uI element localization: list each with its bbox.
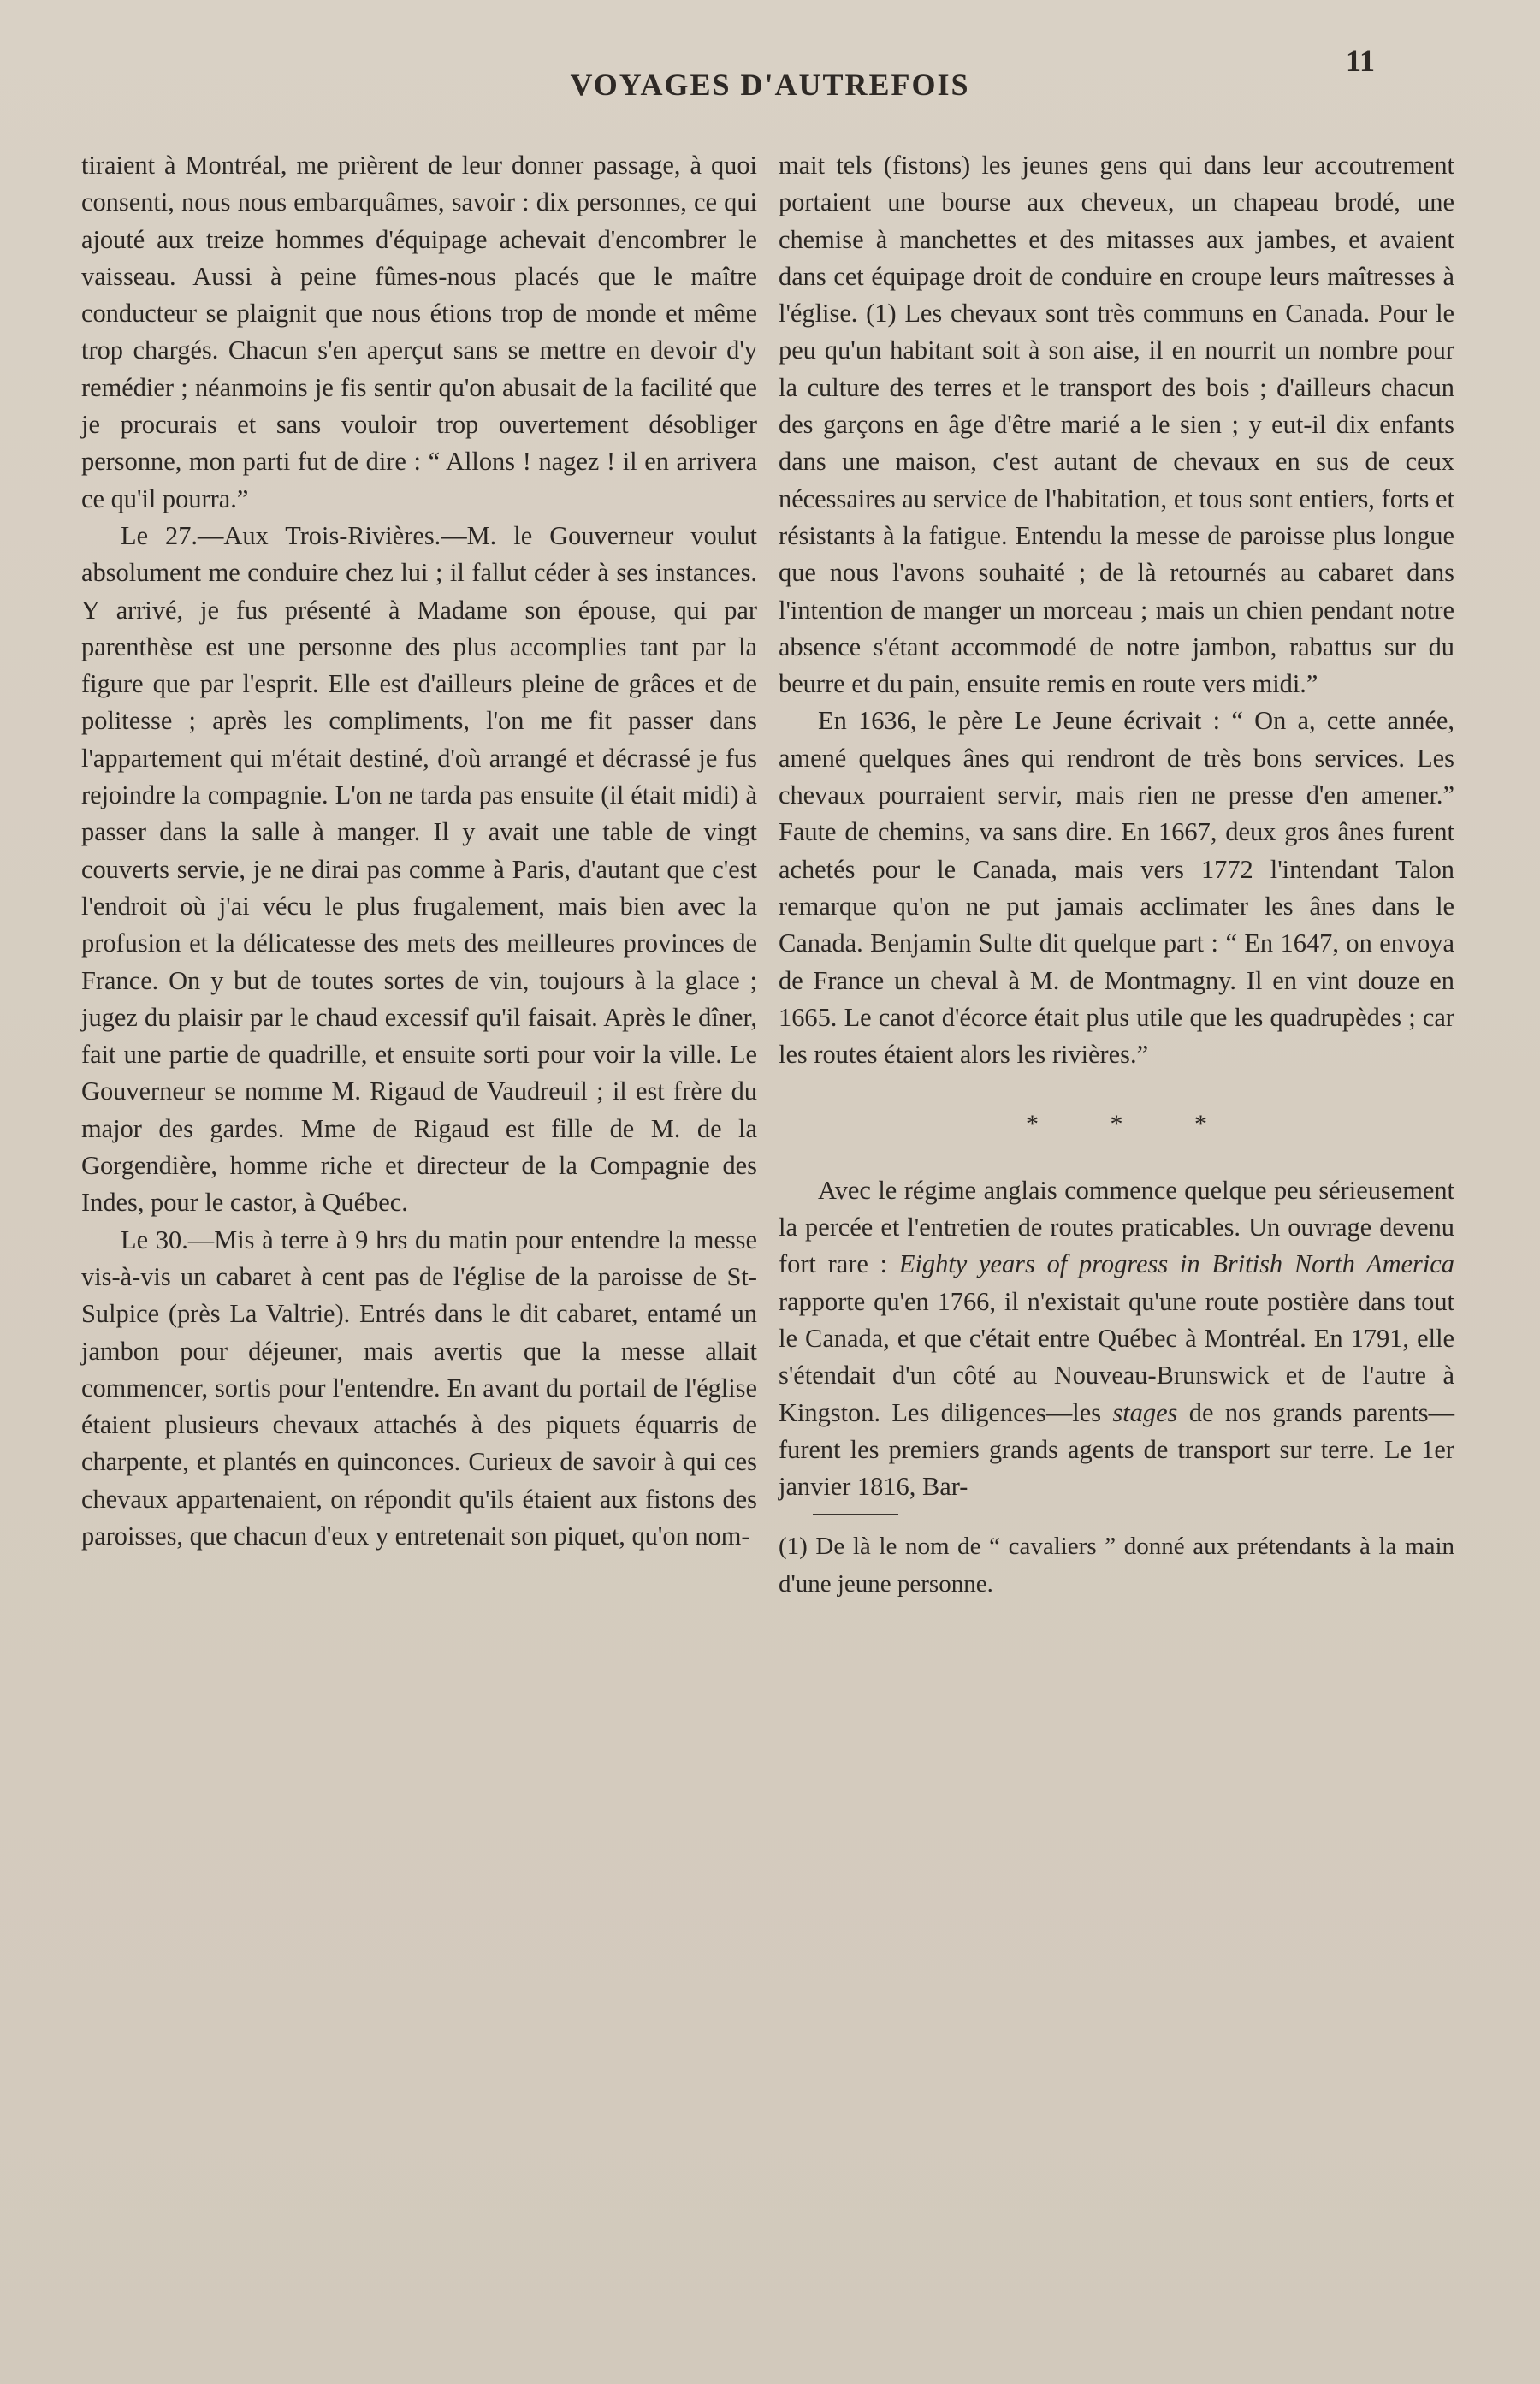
paragraph-regime-anglais <box>779 1172 1454 1506</box>
text-segment: rapporte qu'en 1766, il n'existait qu'une route postière dans tout le Canada, et que c'était entre Québec à Montréal. En 1791, elle s'étendait d'un côté au Nouveau-Brunswick et de l'autre à Kingston. Les diligences—les <box>779 1286 1454 1427</box>
paragraph-continued: tiraient à Montréal, me prièrent de leur donner passage, à quoi consenti, nous nous embarquâmes, savoir : dix personnes, ce qui ajouté aux treize hommes d'équipage achevait d'encombrer le vaisseau. Aussi à peine fûmes-nous placés que le maître conducteur se plaignit que nous étions trop de monde et même trop chargés. Chacun s'en aperçut sans se mettre en devoir d'y remédier ; néanmoins je fis sentir qu'on abusait de la facilité que je procurais et sans vouloir trop ouvertement désobliger personne, mon parti fut de dire : “ Allons ! nagez ! il en arrivera ce qu'il pourra.” <box>81 151 757 513</box>
text-segment: Avec le régime anglais commence quelque peu sérieusement la percée et l'entretien de routes praticables. Un ouvrage devenu fort rare : <box>779 1175 1454 1279</box>
book-title: Eighty years of progress in British North America <box>898 1249 1454 1279</box>
paragraph-trois-rivieres: Le 27.—Aux Trois-Rivières.—M. le Gouverneur voulut absolument me conduire chez lui ; il fallut céder à ses instances. Y arrivé, je fus présenté à Madame son épouse, qui par parenthèse est une personne des plus accomplies tant par la figure que par l'esprit. Elle est d'ailleurs pleine de grâces et de politesse ; après les compliments, l'on me fit passer dans l'appartement qui m'était destiné, d'où arrangé et décrassé je fus rejoindre la compagnie. L'on ne tarda pas ensuite (il était midi) à passer dans la salle à manger. Il y avait une table de vingt couverts servie, je ne dirai pas comme à Paris, d'autant que c'est l'endroit où j'ai vécu le plus frugalement, mais bien avec la profusion et la délicatesse des mets des meilleures provinces de France. On y but de toutes sortes de vin, toujours à la glace ; jugez du plaisir par le chaud excessif qu'il faisait. Après le dîner, fait une partie de quadrille, et ensuite sorti pour voir la ville. Le Gouverneur se nomme M. Rigaud de Vaudreuil ; il est frère du major des gardes. Mme de Rigaud est fille de M. de la Gorgendière, homme riche et directeur de la Compagnie des Indes, pour le castor, à Québec. <box>81 520 757 1218</box>
page-number: 11 <box>1345 44 1375 78</box>
stages-word: stages <box>1112 1397 1178 1427</box>
right-column <box>779 147 1454 1603</box>
footnote-rule <box>813 1514 898 1515</box>
footnote: (1) De là le nom de “ cavaliers ” donné aux prétendants à la main d'une jeune personne. <box>779 1533 1454 1598</box>
section-break-stars: * * * <box>1026 1110 1240 1139</box>
paragraph-fistons: mait tels (fistons) les jeunes gens qui dans leur accoutrement portaient une bourse aux cheveux, un chapeau brodé, une chemise à manchettes et des mitasses aux jambes, et avaient dans cet équipage droit de conduire en croupe leurs maîtresses à l'église. (1) Les chevaux sont très communs en Canada. Pour le peu qu'un habitant soit à son aise, il en nourrit un nombre pour la culture des terres et le transport des bois ; d'ailleurs chacun des garçons en âge d'être marié a le sien ; y eut-il dix enfants dans une maison, c'est autant de chevaux en sus de ceux nécessaires au service de l'habitation, et tous sont entiers, forts et résistants à la fatigue. Entendu la messe de paroisse plus longue que nous l'avons souhaité ; de là retournés au cabaret dans l'intention de manger un morceau ; mais un chien pendant notre absence s'étant accommodé de notre jambon, rabattus sur du beurre et du pain, ensuite remis en route vers midi.” <box>779 151 1454 699</box>
paragraph-st-sulpice: Le 30.—Mis à terre à 9 hrs du matin pour entendre la messe vis-à-vis un cabaret à cent pas de l'église de la paroisse de St-Sulpice (près La Valtrie). Entrés dans le dit cabaret, entamé un jambon pour déjeuner, mais avertis que la messe allait commencer, sortis pour l'entendre. En avant du portail de l'église étaient plusieurs chevaux attachés à des piquets équarris de charpente, et plantés en quinconces. Curieux de savoir à qui ces chevaux appartenaient, on répondit qu'ils étaient aux fistons des paroisses, que chacun d'eux y entretenait son piquet, qu'on nom- <box>81 1225 757 1551</box>
text-segment: de nos grands parents—furent les premiers grands agents de transport sur terre. Le 1er janvier 1816, Bar- <box>779 1397 1454 1502</box>
paragraph-le-jeune: En 1636, le père Le Jeune écrivait : “ On a, cette année, amené quelques ânes qui rendront de très bons services. Les chevaux pourraient servir, mais rien ne presse d'en amener.” Faute de chemins, va sans dire. En 1667, deux gros ânes furent achetés pour le Canada, mais vers 1772 l'intendant Talon remarque qu'on ne put jamais acclimater les ânes dans le Canada. Benjamin Sulte dit quelque part : “ En 1647, on envoya de France un cheval à M. de Montmagny. Il en vint douze en 1665. Le canot d'écorce était plus utile que les quadrupèdes ; car les routes étaient alors les rivières.” <box>779 706 1454 1070</box>
running-title: VOYAGES D'AUTREFOIS <box>570 68 970 102</box>
left-column <box>81 147 757 1555</box>
